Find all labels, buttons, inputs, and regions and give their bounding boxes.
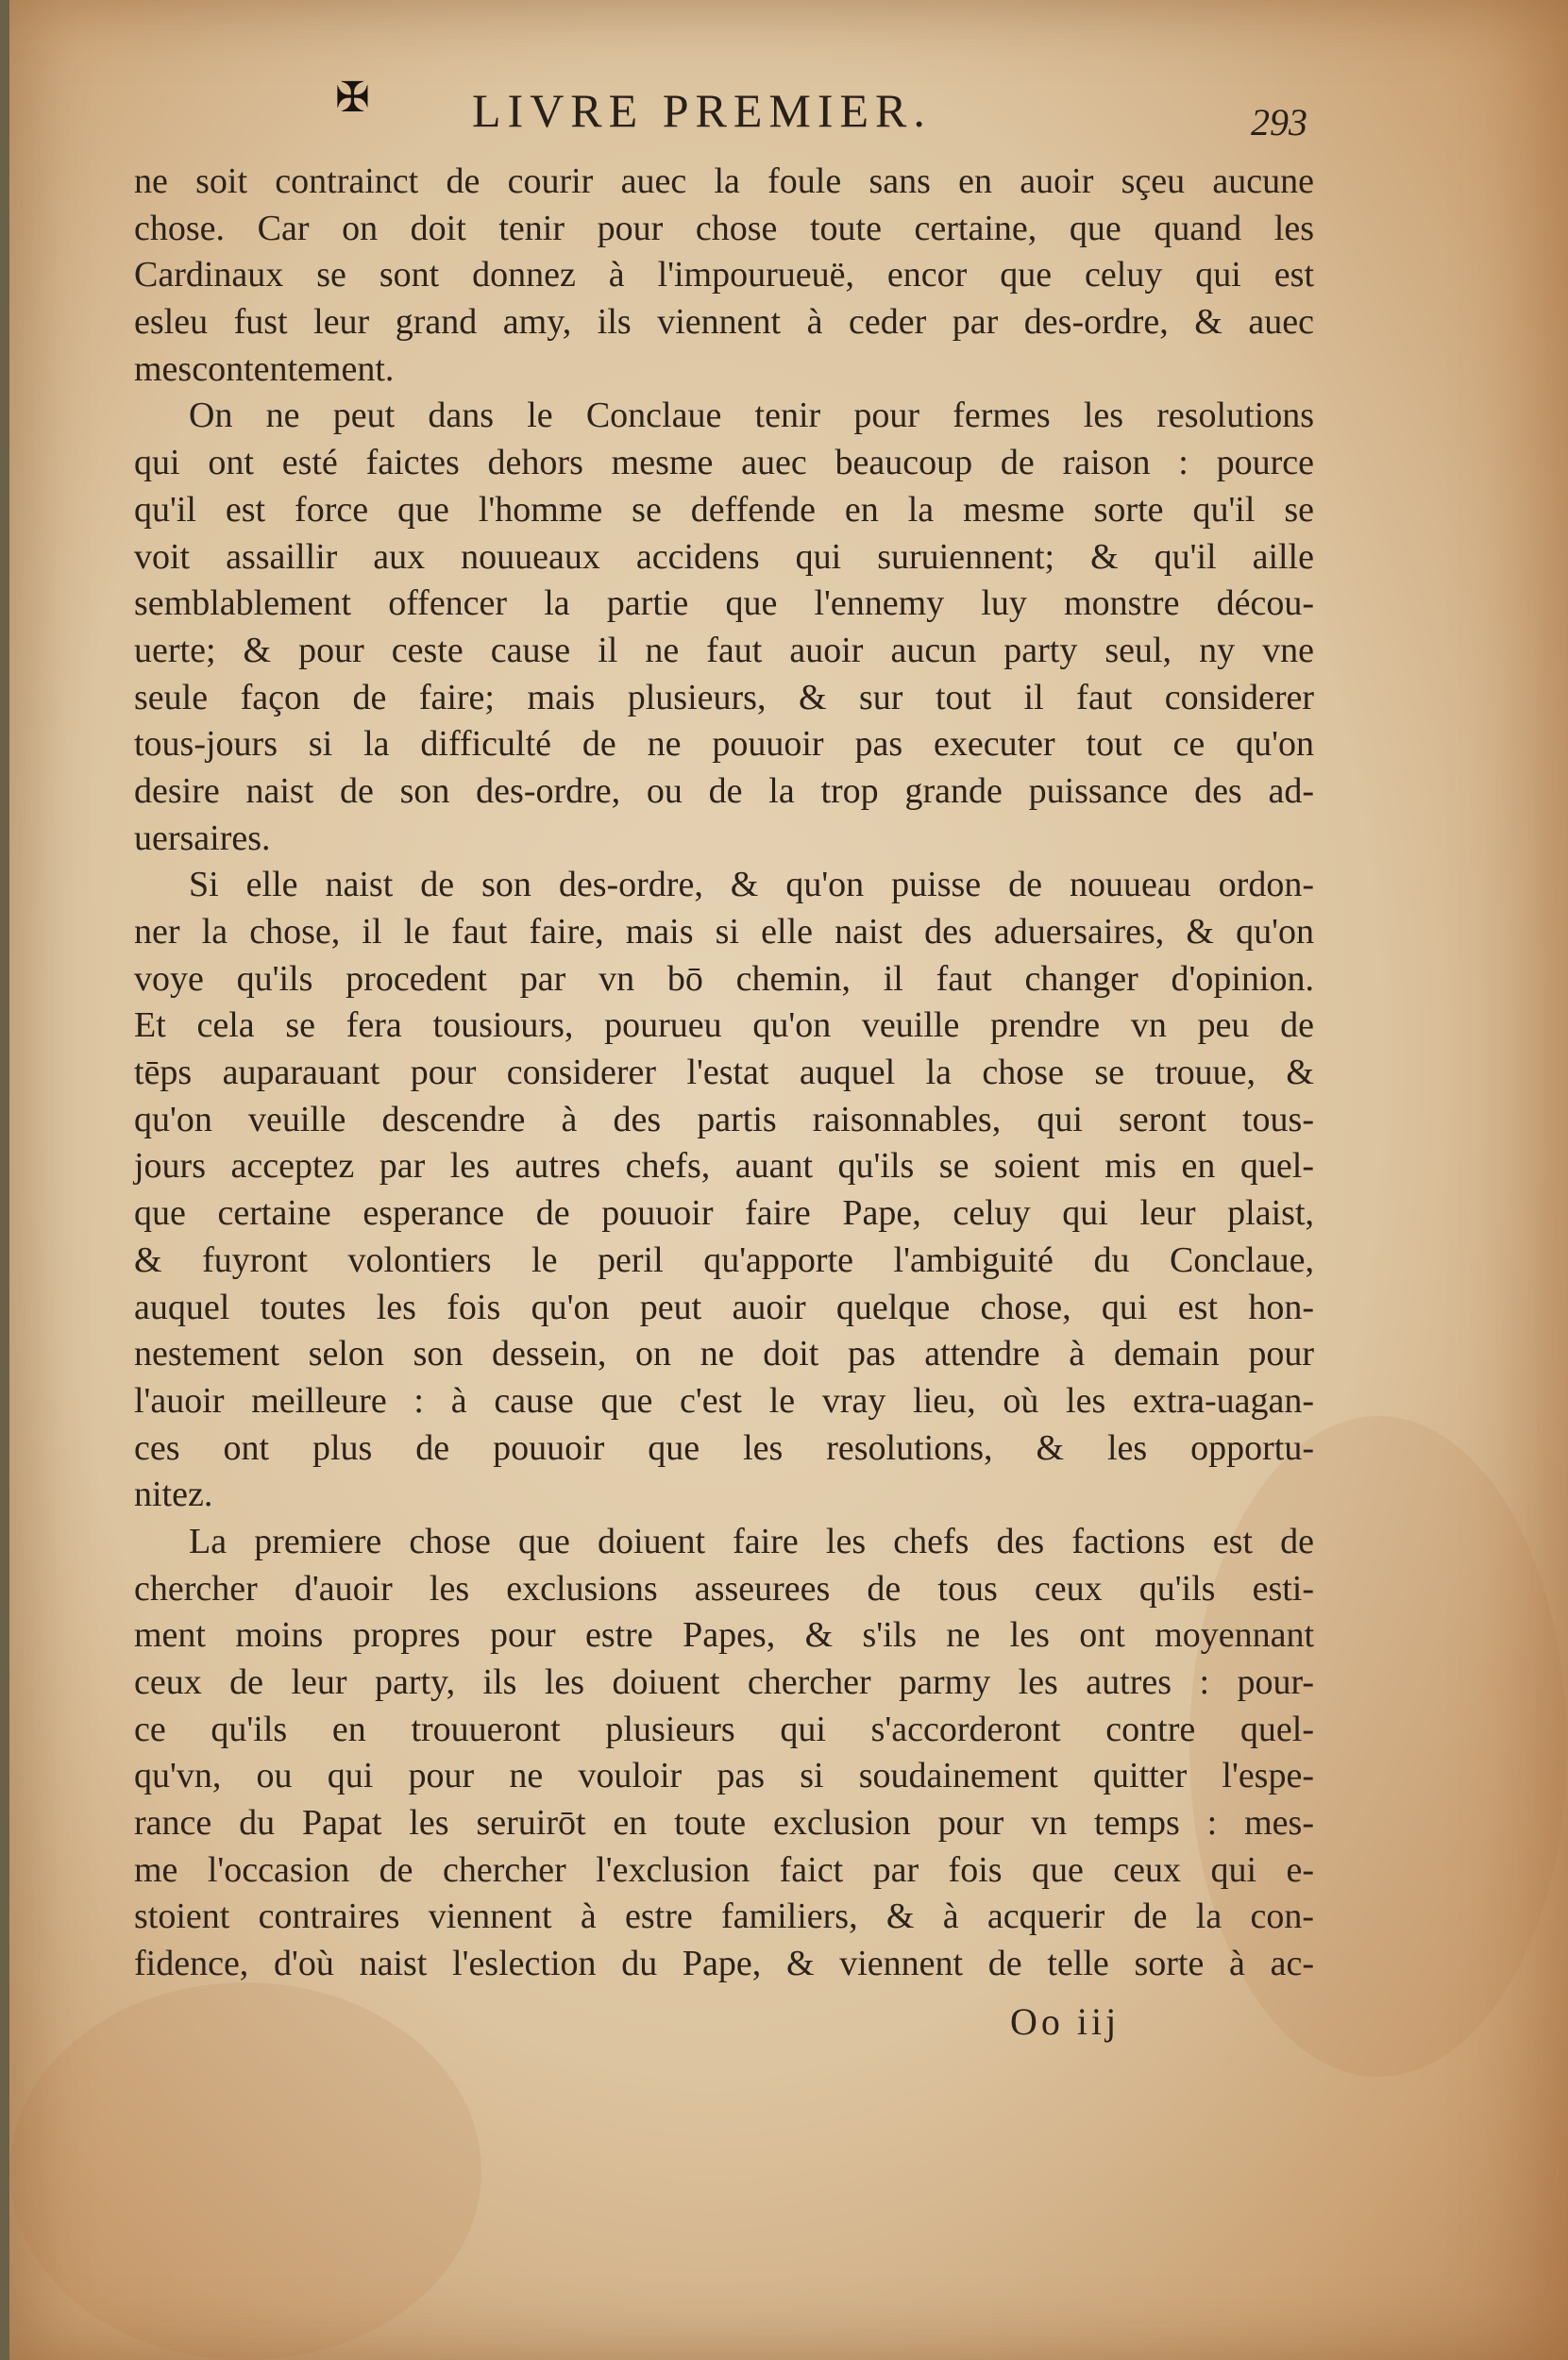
text-line: nestement selon son dessein, on ne doit pas attendre à demain pour bbox=[134, 1334, 1314, 1374]
text-line: Cardinaux se sont donnez à l'impourueuë, encor que celuy qui est bbox=[134, 255, 1314, 295]
text-line: ner la chose, il le faut faire, mais si elle naist des aduersaires, & qu'on bbox=[134, 912, 1314, 952]
text-line: stoient contraires viennent à estre familiers, & à acquerir de la con- bbox=[134, 1896, 1314, 1937]
text-line: semblablement offencer la partie que l'ennemy luy monstre décou- bbox=[134, 583, 1314, 624]
book-page bbox=[9, 0, 1568, 2360]
text-line: uersaires. bbox=[134, 818, 271, 858]
text-line: seule façon de faire; mais plusieurs, & sur tout il faut considerer bbox=[134, 677, 1314, 717]
text-line: & fuyront volontiers le peril qu'apporte l'ambiguité du Conclaue, bbox=[134, 1239, 1314, 1280]
text-line: jours acceptez par les autres chefs, auant qu'ils se soient mis en quel- bbox=[134, 1146, 1314, 1187]
signature-mark: Oo iij bbox=[1010, 2000, 1121, 2043]
running-title: LIVRE PREMIER. bbox=[472, 84, 932, 137]
text-line: chose. Car on doit tenir pour chose toute certaine, que quand les bbox=[134, 208, 1314, 248]
text-line: tous-jours si la difficulté de ne pouuoir pas executer tout ce qu'on bbox=[134, 724, 1314, 765]
paper-stain bbox=[9, 1982, 481, 2360]
text-line: tēps auparauant pour considerer l'estat auquel la chose se trouue, & bbox=[134, 1053, 1314, 1093]
text-line: ce qu'ils en trouueront plusieurs qui s'accorderont contre quel- bbox=[134, 1709, 1314, 1749]
text-line: Et cela se fera tousiours, pourueu qu'on veuille prendre vn peu de bbox=[134, 1005, 1314, 1046]
text-line: Si elle naist de son des-ordre, & qu'on puisse de nouueau ordon- bbox=[189, 865, 1314, 905]
text-line: esleu fust leur grand amy, ils viennent à ceder par des-ordre, & auec bbox=[134, 302, 1314, 343]
text-line: nitez. bbox=[134, 1475, 213, 1515]
text-line: mescontentement. bbox=[134, 348, 395, 389]
text-line: ment moins propres pour estre Papes, & s'ils ne les ont moyennant bbox=[134, 1615, 1314, 1656]
text-line: me l'occasion de chercher l'exclusion faict par fois que ceux qui e- bbox=[134, 1849, 1314, 1890]
text-line: desire naist de son des-ordre, ou de la trop grande puissance des ad- bbox=[134, 770, 1314, 811]
text-line: uerte; & pour ceste cause il ne faut auoir aucun party seul, ny vne bbox=[134, 630, 1314, 670]
paragraph bbox=[134, 1519, 1314, 1988]
text-line: que certaine esperance de pouuoir faire Pape, celuy qui leur plaist, bbox=[134, 1193, 1314, 1234]
text-line: ces ont plus de pouuoir que les resolutions, & les opportu- bbox=[134, 1427, 1314, 1468]
paragraph bbox=[134, 159, 1314, 393]
text-line: qui ont esté faictes dehors mesme auec beaucoup de raison : pource bbox=[134, 443, 1314, 483]
text-line: La premiere chose que doiuent faire les chefs des factions est de bbox=[189, 1521, 1314, 1561]
body-text bbox=[134, 159, 1314, 1988]
text-line: auquel toutes les fois qu'on peut auoir quelque chose, qui est hon- bbox=[134, 1287, 1314, 1327]
text-line: fidence, d'où naist l'eslection du Pape, & viennent de telle sorte à ac- bbox=[134, 1944, 1314, 1984]
text-line: ceux de leur party, ils les doiuent chercher parmy les autres : pour- bbox=[134, 1662, 1314, 1702]
paragraph bbox=[134, 393, 1314, 862]
text-line: chercher d'auoir les exclusions asseurees de tous ceux qu'ils esti- bbox=[134, 1568, 1314, 1609]
text-line: qu'on veuille descendre à des partis raisonnables, qui seront tous- bbox=[134, 1099, 1314, 1139]
text-line: On ne peut dans le Conclaue tenir pour fermes les resolutions bbox=[189, 396, 1314, 436]
text-line: qu'vn, ou qui pour ne vouloir pas si soudainement quitter l'espe- bbox=[134, 1756, 1314, 1796]
text-line: l'auoir meilleure : à cause que c'est le vray lieu, où les extra-uagan- bbox=[134, 1380, 1314, 1421]
printer-ornament: ✠ bbox=[335, 75, 370, 121]
page-number: 293 bbox=[1251, 101, 1307, 143]
text-line: voye qu'ils procedent par vn bō chemin, il faut changer d'opinion. bbox=[134, 958, 1314, 999]
paragraph bbox=[134, 862, 1314, 1519]
page-header bbox=[9, 74, 1568, 149]
text-line: qu'il est force que l'homme se deffende en la mesme sorte qu'il se bbox=[134, 489, 1314, 530]
text-line: ne soit contrainct de courir auec la foule sans en auoir sçeu aucune bbox=[134, 161, 1314, 201]
text-line: rance du Papat les seruirōt en toute exclusion pour vn temps : mes- bbox=[134, 1803, 1314, 1844]
text-line: voit assaillir aux nouueaux accidens qui suruiennent; & qu'il aille bbox=[134, 536, 1314, 577]
